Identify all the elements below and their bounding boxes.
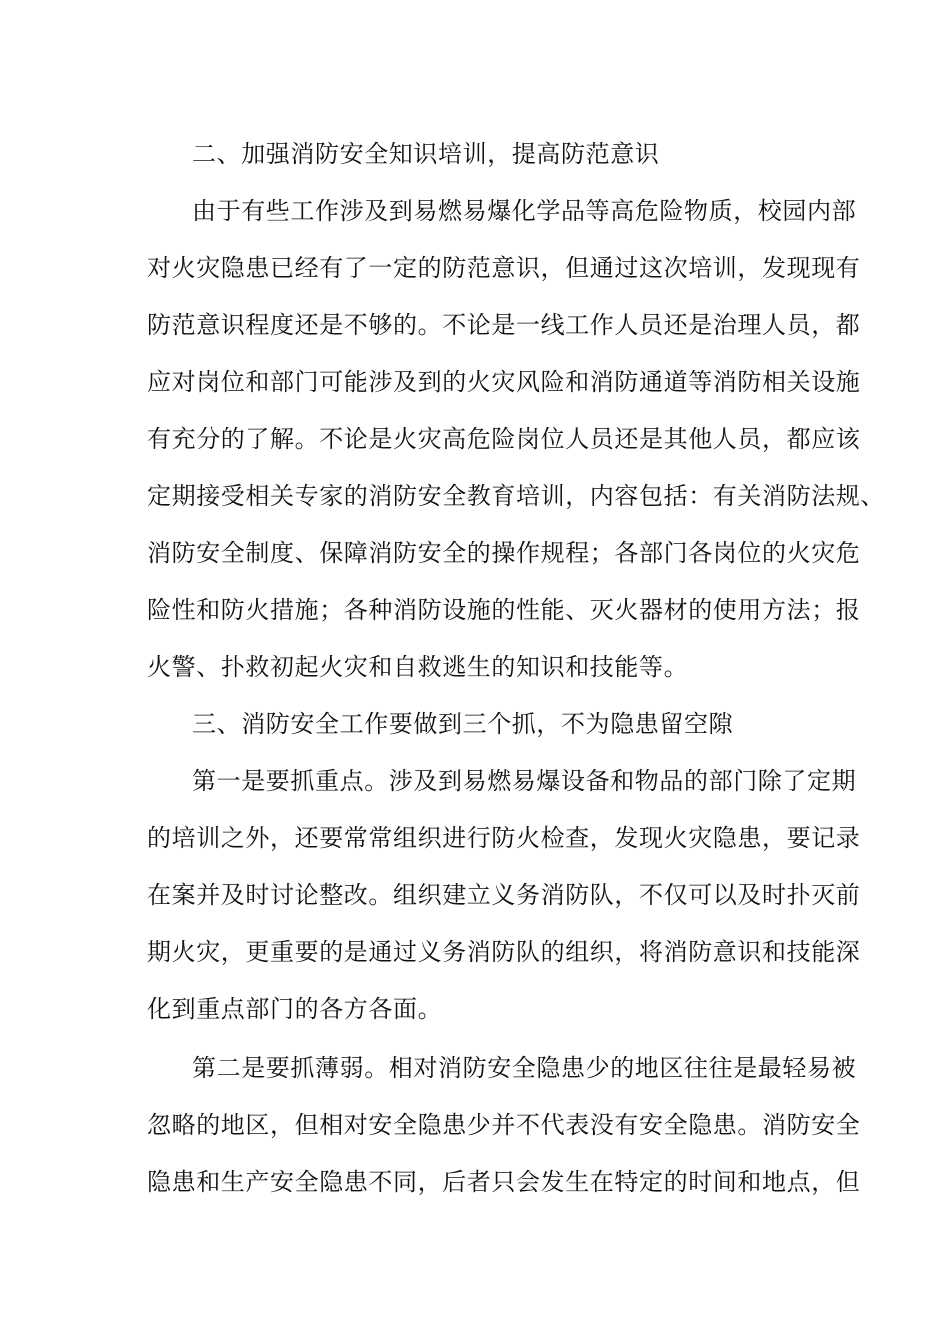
paragraph-line: 的培训之外，还要常常组织进行防火检查，发现火灾隐患，要记录 <box>147 824 861 852</box>
paragraph-line: 定期接受相关专家的消防安全教育培训，内容包括：有关消防法规、 <box>147 482 885 510</box>
paragraph-line: 对火灾隐患已经有了一定的防范意识，但通过这次培训，发现现有 <box>147 254 861 282</box>
paragraph-line: 应对岗位和部门可能涉及到的火灾风险和消防通道等消防相关设施 <box>147 368 861 396</box>
paragraph-line: 化到重点部门的各方各面。 <box>147 995 443 1023</box>
paragraph-line: 期火灾，更重要的是通过义务消防队的组织，将消防意识和技能深 <box>147 938 861 966</box>
paragraph-line: 忽略的地区，但相对安全隐患少并不代表没有安全隐患。消防安全 <box>147 1111 861 1139</box>
paragraph-line: 在案并及时讨论整改。组织建立义务消防队，不仅可以及时扑灭前 <box>147 881 861 909</box>
paragraph-line: 消防安全制度、保障消防安全的操作规程；各部门各岗位的火灾危 <box>147 539 861 567</box>
paragraph-line: 第一是要抓重点。涉及到易燃易爆设备和物品的部门除了定期 <box>192 767 857 795</box>
paragraph-line: 隐患和生产安全隐患不同，后者只会发生在特定的时间和地点，但 <box>147 1168 861 1196</box>
paragraph-line: 火警、扑救初起火灾和自救逃生的知识和技能等。 <box>147 653 689 681</box>
paragraph-line: 防范意识程度还是不够的。不论是一线工作人员还是治理人员，都 <box>147 311 861 339</box>
paragraph-line: 由于有些工作涉及到易燃易爆化学品等高危险物质，校园内部 <box>192 197 857 225</box>
section-heading-3: 三、消防安全工作要做到三个抓，不为隐患留空隙 <box>192 710 734 738</box>
paragraph-line: 有充分的了解。不论是火灾高危险岗位人员还是其他人员，都应该 <box>147 425 861 453</box>
paragraph-line: 第二是要抓薄弱。相对消防安全隐患少的地区往往是最轻易被 <box>192 1054 857 1082</box>
paragraph-line: 险性和防火措施；各种消防设施的性能、灭火器材的使用方法；报 <box>147 596 861 624</box>
section-heading-2: 二、加强消防安全知识培训，提高防范意识 <box>192 140 660 168</box>
